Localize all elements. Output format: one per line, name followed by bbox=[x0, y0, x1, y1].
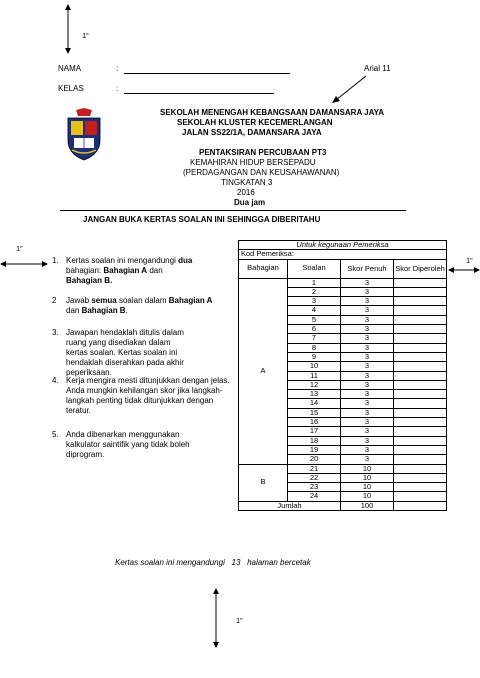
question-number: 23 bbox=[288, 483, 341, 492]
question-number: 13 bbox=[288, 390, 341, 399]
total-label: Jumlah bbox=[239, 501, 341, 510]
obtained-score-cell[interactable] bbox=[394, 464, 447, 473]
bottom-margin-label: 1” bbox=[236, 616, 243, 625]
instruction-3: 3. Jawapan hendaklah ditulis dalam ruang yang disediakan dalam kertas soalan. Kertas soalan ini hendaklah diserahkan pada akhir peperiksaan. bbox=[52, 328, 184, 377]
bottom-margin-arrow bbox=[210, 588, 222, 648]
obtained-score-cell[interactable] bbox=[394, 343, 447, 352]
full-score: 3 bbox=[341, 408, 394, 417]
exam-subject: KEMAHIRAN HIDUP BERSEPADU bbox=[190, 158, 316, 167]
full-score: 3 bbox=[341, 278, 394, 287]
top-margin-label: 1” bbox=[82, 31, 89, 40]
left-margin-label: 1” bbox=[16, 244, 23, 253]
question-number: 5 bbox=[288, 315, 341, 324]
full-score: 3 bbox=[341, 287, 394, 296]
obtained-score-cell[interactable] bbox=[394, 455, 447, 464]
font-note-arrow bbox=[330, 74, 370, 104]
class-label: KELAS bbox=[58, 84, 84, 93]
header-full-score: Skor Penuh bbox=[341, 259, 394, 278]
obtained-score-cell[interactable] bbox=[394, 408, 447, 417]
obtained-score-cell[interactable] bbox=[394, 492, 447, 501]
full-score: 3 bbox=[341, 325, 394, 334]
full-score: 3 bbox=[341, 343, 394, 352]
full-score: 10 bbox=[341, 492, 394, 501]
full-score: 3 bbox=[341, 334, 394, 343]
obtained-score-cell[interactable] bbox=[394, 325, 447, 334]
section-a-label: A bbox=[239, 278, 288, 464]
full-score: 3 bbox=[341, 380, 394, 389]
full-score: 3 bbox=[341, 455, 394, 464]
right-margin-arrow bbox=[448, 264, 480, 276]
question-number: 6 bbox=[288, 325, 341, 334]
total-obtained-cell[interactable] bbox=[394, 501, 447, 510]
obtained-score-cell[interactable] bbox=[394, 483, 447, 492]
obtained-score-cell[interactable] bbox=[394, 436, 447, 445]
exam-subject-detail: (PERDAGANGAN DAN KEUSAHAWANAN) bbox=[183, 168, 340, 177]
name-label: NAMA bbox=[58, 64, 82, 73]
school-name: SEKOLAH MENENGAH KEBANGSAAN DAMANSARA JAYA bbox=[160, 108, 385, 117]
obtained-score-cell[interactable] bbox=[394, 473, 447, 482]
question-number: 19 bbox=[288, 445, 341, 454]
full-score: 10 bbox=[341, 464, 394, 473]
page-count: 13 bbox=[231, 558, 241, 567]
class-field[interactable] bbox=[124, 84, 274, 94]
question-number: 12 bbox=[288, 380, 341, 389]
table-total-row bbox=[239, 501, 447, 510]
obtained-score-cell[interactable] bbox=[394, 418, 447, 427]
full-score: 3 bbox=[341, 352, 394, 361]
instruction-1-number: 1. bbox=[52, 256, 59, 265]
question-number: 14 bbox=[288, 399, 341, 408]
obtained-score-cell[interactable] bbox=[394, 306, 447, 315]
full-score: 10 bbox=[341, 473, 394, 482]
header-section: Bahagian bbox=[239, 259, 288, 278]
table-caption: Untuk kegunaan Pemeriksa bbox=[239, 241, 447, 250]
examiner-code: Kod Pemeriksa: bbox=[239, 250, 447, 259]
header-obtained-score: Skor Diperoleh bbox=[394, 259, 447, 278]
header-divider bbox=[60, 210, 406, 211]
full-score: 3 bbox=[341, 306, 394, 315]
question-number: 18 bbox=[288, 436, 341, 445]
full-score: 3 bbox=[341, 445, 394, 454]
full-score: 3 bbox=[341, 399, 394, 408]
exam-duration: Dua jam bbox=[234, 198, 266, 207]
question-number: 1 bbox=[288, 278, 341, 287]
question-number: 15 bbox=[288, 408, 341, 417]
section-b-label: B bbox=[239, 464, 288, 501]
question-number: 7 bbox=[288, 334, 341, 343]
page-count-note: Kertas soalan ini mengandungi 13 halaman bercetak bbox=[115, 558, 311, 567]
full-score: 3 bbox=[341, 371, 394, 380]
question-number: 2 bbox=[288, 287, 341, 296]
question-number: 17 bbox=[288, 427, 341, 436]
obtained-score-cell[interactable] bbox=[394, 390, 447, 399]
name-sep: : bbox=[116, 64, 119, 73]
school-cluster: SEKOLAH KLUSTER KECEMERLANGAN bbox=[177, 118, 333, 127]
school-crest-logo bbox=[66, 108, 102, 162]
question-number: 16 bbox=[288, 418, 341, 427]
full-score: 3 bbox=[341, 418, 394, 427]
full-score: 10 bbox=[341, 483, 394, 492]
obtained-score-cell[interactable] bbox=[394, 278, 447, 287]
instruction-5: 5. Anda dibenarkan menggunakan kalkulator saintifik yang tidak boleh diprogram. bbox=[52, 430, 190, 459]
header-question: Soalan bbox=[288, 259, 341, 278]
table-row bbox=[239, 464, 447, 473]
warning-text: JANGAN BUKA KERTAS SOALAN INI SEHINGGA DIBERITAHU bbox=[83, 215, 321, 224]
obtained-score-cell[interactable] bbox=[394, 445, 447, 454]
question-number: 21 bbox=[288, 464, 341, 473]
full-score: 3 bbox=[341, 390, 394, 399]
school-address: JALAN SS22/1A, DAMANSARA JAYA bbox=[182, 128, 322, 137]
question-number: 4 bbox=[288, 306, 341, 315]
question-number: 3 bbox=[288, 297, 341, 306]
table-row bbox=[239, 278, 447, 287]
obtained-score-cell[interactable] bbox=[394, 362, 447, 371]
instruction-4: 4. Kerja mengira mesti ditunjukkan dengan jelas. Anda mungkin kehilangan skor jika langkah-langkah penting tidak ditunjukkan dengan teratur. bbox=[52, 376, 230, 415]
instruction-4-number: 4. bbox=[52, 376, 59, 385]
full-score: 3 bbox=[341, 362, 394, 371]
examiner-table bbox=[238, 240, 447, 511]
total-value: 100 bbox=[341, 501, 394, 510]
exam-year: 2016 bbox=[237, 188, 255, 197]
full-score: 3 bbox=[341, 297, 394, 306]
class-sep: : bbox=[116, 84, 119, 93]
right-margin-label: 1” bbox=[466, 256, 473, 265]
obtained-score-cell[interactable] bbox=[394, 287, 447, 296]
instruction-1: 1. Kertas soalan ini mengandungi dua bahagian: Bahagian A dan Bahagian B. bbox=[52, 256, 193, 285]
instruction-3-number: 3. bbox=[52, 328, 59, 337]
full-score: 3 bbox=[341, 436, 394, 445]
question-number: 20 bbox=[288, 455, 341, 464]
obtained-score-cell[interactable] bbox=[394, 371, 447, 380]
question-number: 11 bbox=[288, 371, 341, 380]
question-number: 10 bbox=[288, 362, 341, 371]
instruction-2-number: 2 bbox=[52, 296, 57, 305]
obtained-score-cell[interactable] bbox=[394, 297, 447, 306]
top-margin-arrow bbox=[62, 4, 74, 54]
obtained-score-cell[interactable] bbox=[394, 399, 447, 408]
left-margin-arrow bbox=[0, 258, 48, 270]
question-number: 8 bbox=[288, 343, 341, 352]
exam-level: TINGKATAN 3 bbox=[221, 178, 273, 187]
font-note: Arial 11 bbox=[364, 64, 391, 73]
name-field[interactable] bbox=[124, 64, 290, 74]
instruction-5-number: 5. bbox=[52, 430, 59, 439]
exam-title: PENTAKSIRAN PERCUBAAN PT3 bbox=[199, 148, 327, 157]
obtained-score-cell[interactable] bbox=[394, 315, 447, 324]
obtained-score-cell[interactable] bbox=[394, 352, 447, 361]
obtained-score-cell[interactable] bbox=[394, 427, 447, 436]
question-number: 24 bbox=[288, 492, 341, 501]
question-number: 9 bbox=[288, 352, 341, 361]
obtained-score-cell[interactable] bbox=[394, 380, 447, 389]
question-number: 22 bbox=[288, 473, 341, 482]
obtained-score-cell[interactable] bbox=[394, 334, 447, 343]
full-score: 3 bbox=[341, 315, 394, 324]
instruction-2: 2 Jawab semua soalan dalam Bahagian A dan Bahagian B. bbox=[52, 296, 213, 315]
full-score: 3 bbox=[341, 427, 394, 436]
